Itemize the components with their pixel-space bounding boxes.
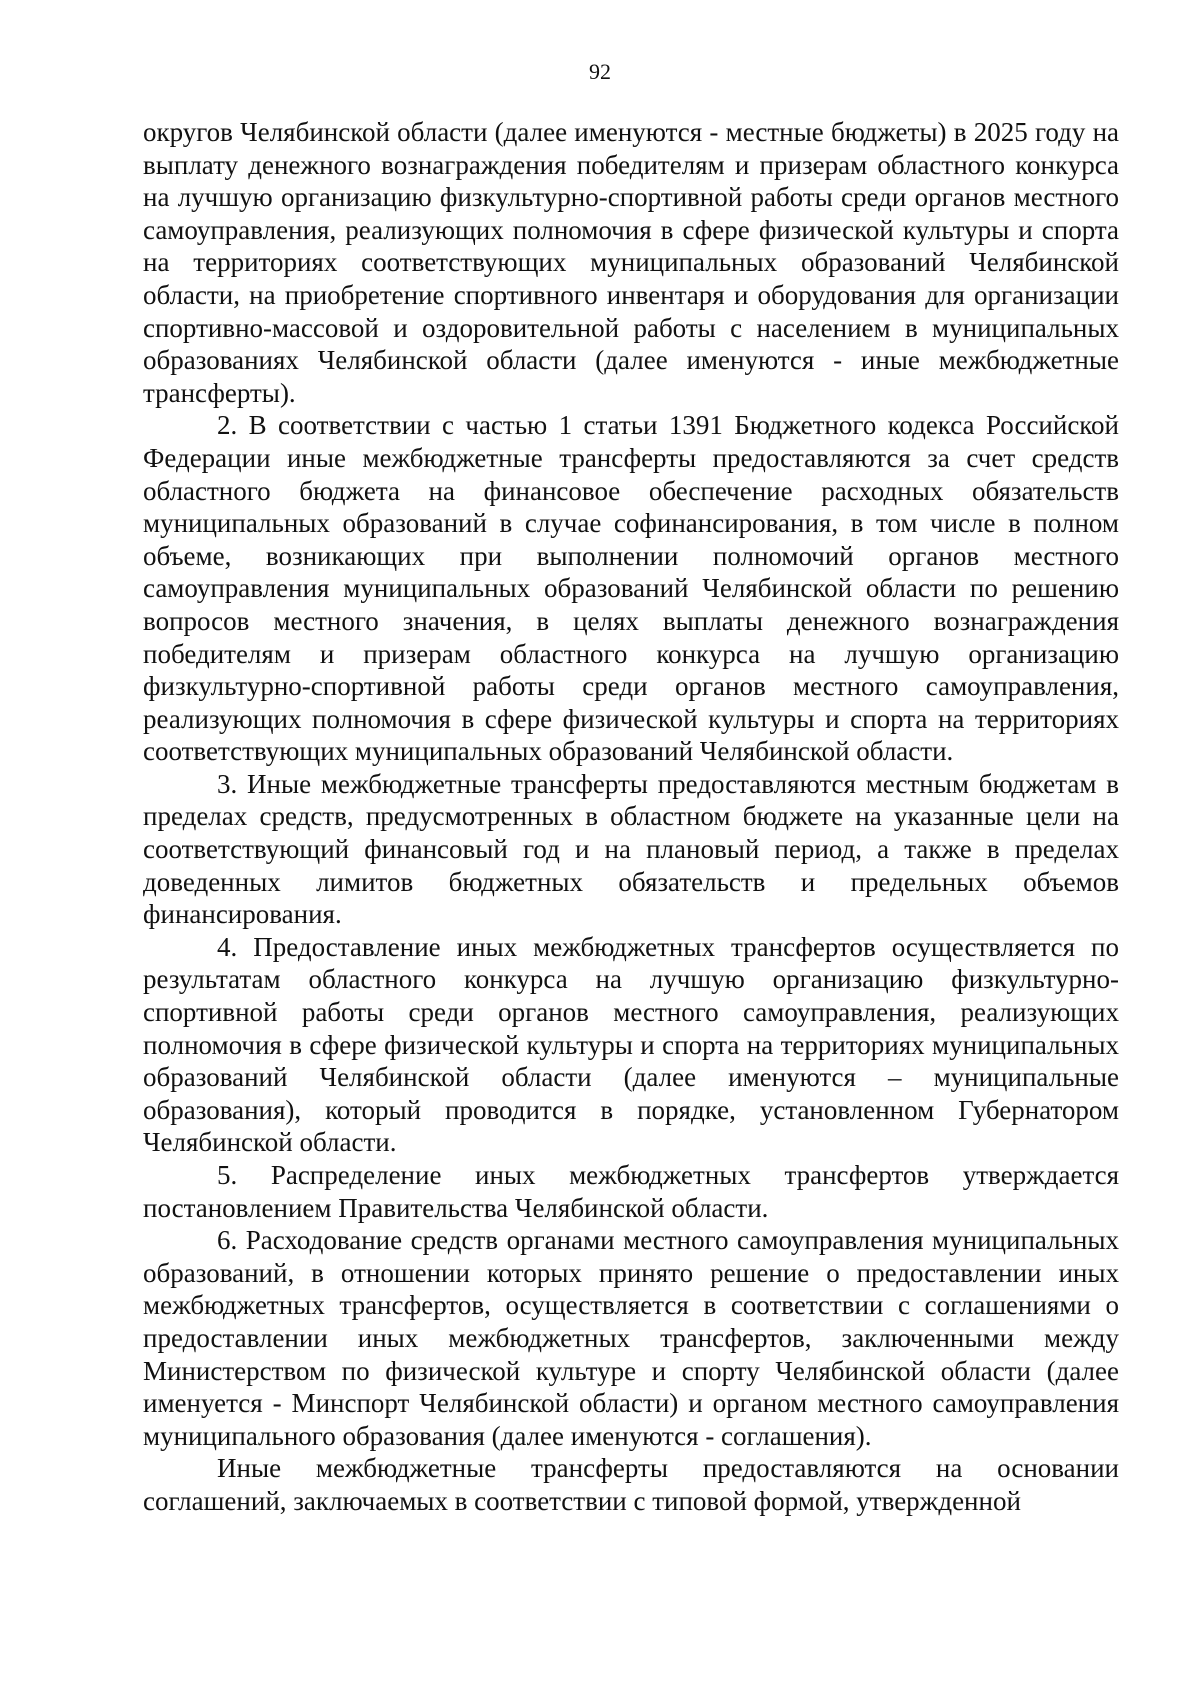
paragraph-3: 3. Иные межбюджетные трансферты предоставляются местным бюджетам в пределах средств, предусмотренных в областном бюджете на указанные цели на соответствующий финансовый год и на плановый период, а также в пределах доведенных лимитов бюджетных обязательств и предельных объемов финансирования. — [143, 768, 1119, 930]
page-number: 92 — [589, 59, 611, 84]
paragraph-2: 2. В соответствии с частью 1 статьи 1391 Бюджетного кодекса Российской Федерации иные межбюджетные трансферты предоставляются за счет средств областного бюджета на финансовое обеспечение расходных обязательств муниципальных образований в случае софинансирования, в том числе в полном объеме, возникающих при выполнении полномочий органов местного самоуправления муниципальных образований Челябинской области по решению вопросов местного значения, в целях выплаты денежного вознаграждения победителям и призерам областного конкурса на лучшую организацию физкультурно-спортивной работы среди органов местного самоуправления, реализующих полномочия в сфере физической культуры и спорта на территориях соответствующих муниципальных образований Челябинской области. — [143, 410, 1119, 767]
paragraph-5: 5. Распределение иных межбюджетных трансфертов утверждается постановлением Правительства Челябинской области. — [143, 1160, 1119, 1223]
paragraph-4: 4. Предоставление иных межбюджетных трансфертов осуществляется по результатам областного конкурса на лучшую организацию физкультурно-спортивной работы среди органов местного самоуправления, реализующих полномочия в сфере физической культуры и спорта на территориях муниципальных образований Челябинской области (далее именуются – муниципальные образования), который проводится в порядке, установленном Губернатором Челябинской области. — [143, 931, 1119, 1158]
paragraph-7: Иные межбюджетные трансферты предоставляются на основании соглашений, заключаемых в соответствии с типовой формой, утвержденной — [143, 1453, 1119, 1516]
paragraph-6: 6. Расходование средств органами местного самоуправления муниципальных образований, в отношении которых принято решение о предоставлении иных межбюджетных трансфертов, осуществляется в соответствии с соглашениями о предоставлении иных межбюджетных трансфертов, заключенными между Министерством по физической культуре и спорту Челябинской области (далее именуется - Минспорт Челябинской области) и органом местного самоуправления муниципального образования (далее именуются - соглашения). — [143, 1225, 1119, 1451]
document-body — [143, 116, 1119, 1518]
paragraph-continuation: округов Челябинской области (далее именуются - местные бюджеты) в 2025 году на выплату денежного вознаграждения победителям и призерам областного конкурса на лучшую организацию физкультурно-спортивной работы среди органов местного самоуправления, реализующих полномочия в сфере физической культуры и спорта на территориях соответствующих муниципальных образований Челябинской области, на приобретение спортивного инвентаря и оборудования для организации спортивно-массовой и оздоровительной работы с населением в муниципальных образованиях Челябинской области (далее именуются - иные межбюджетные трансферты). — [143, 117, 1119, 408]
